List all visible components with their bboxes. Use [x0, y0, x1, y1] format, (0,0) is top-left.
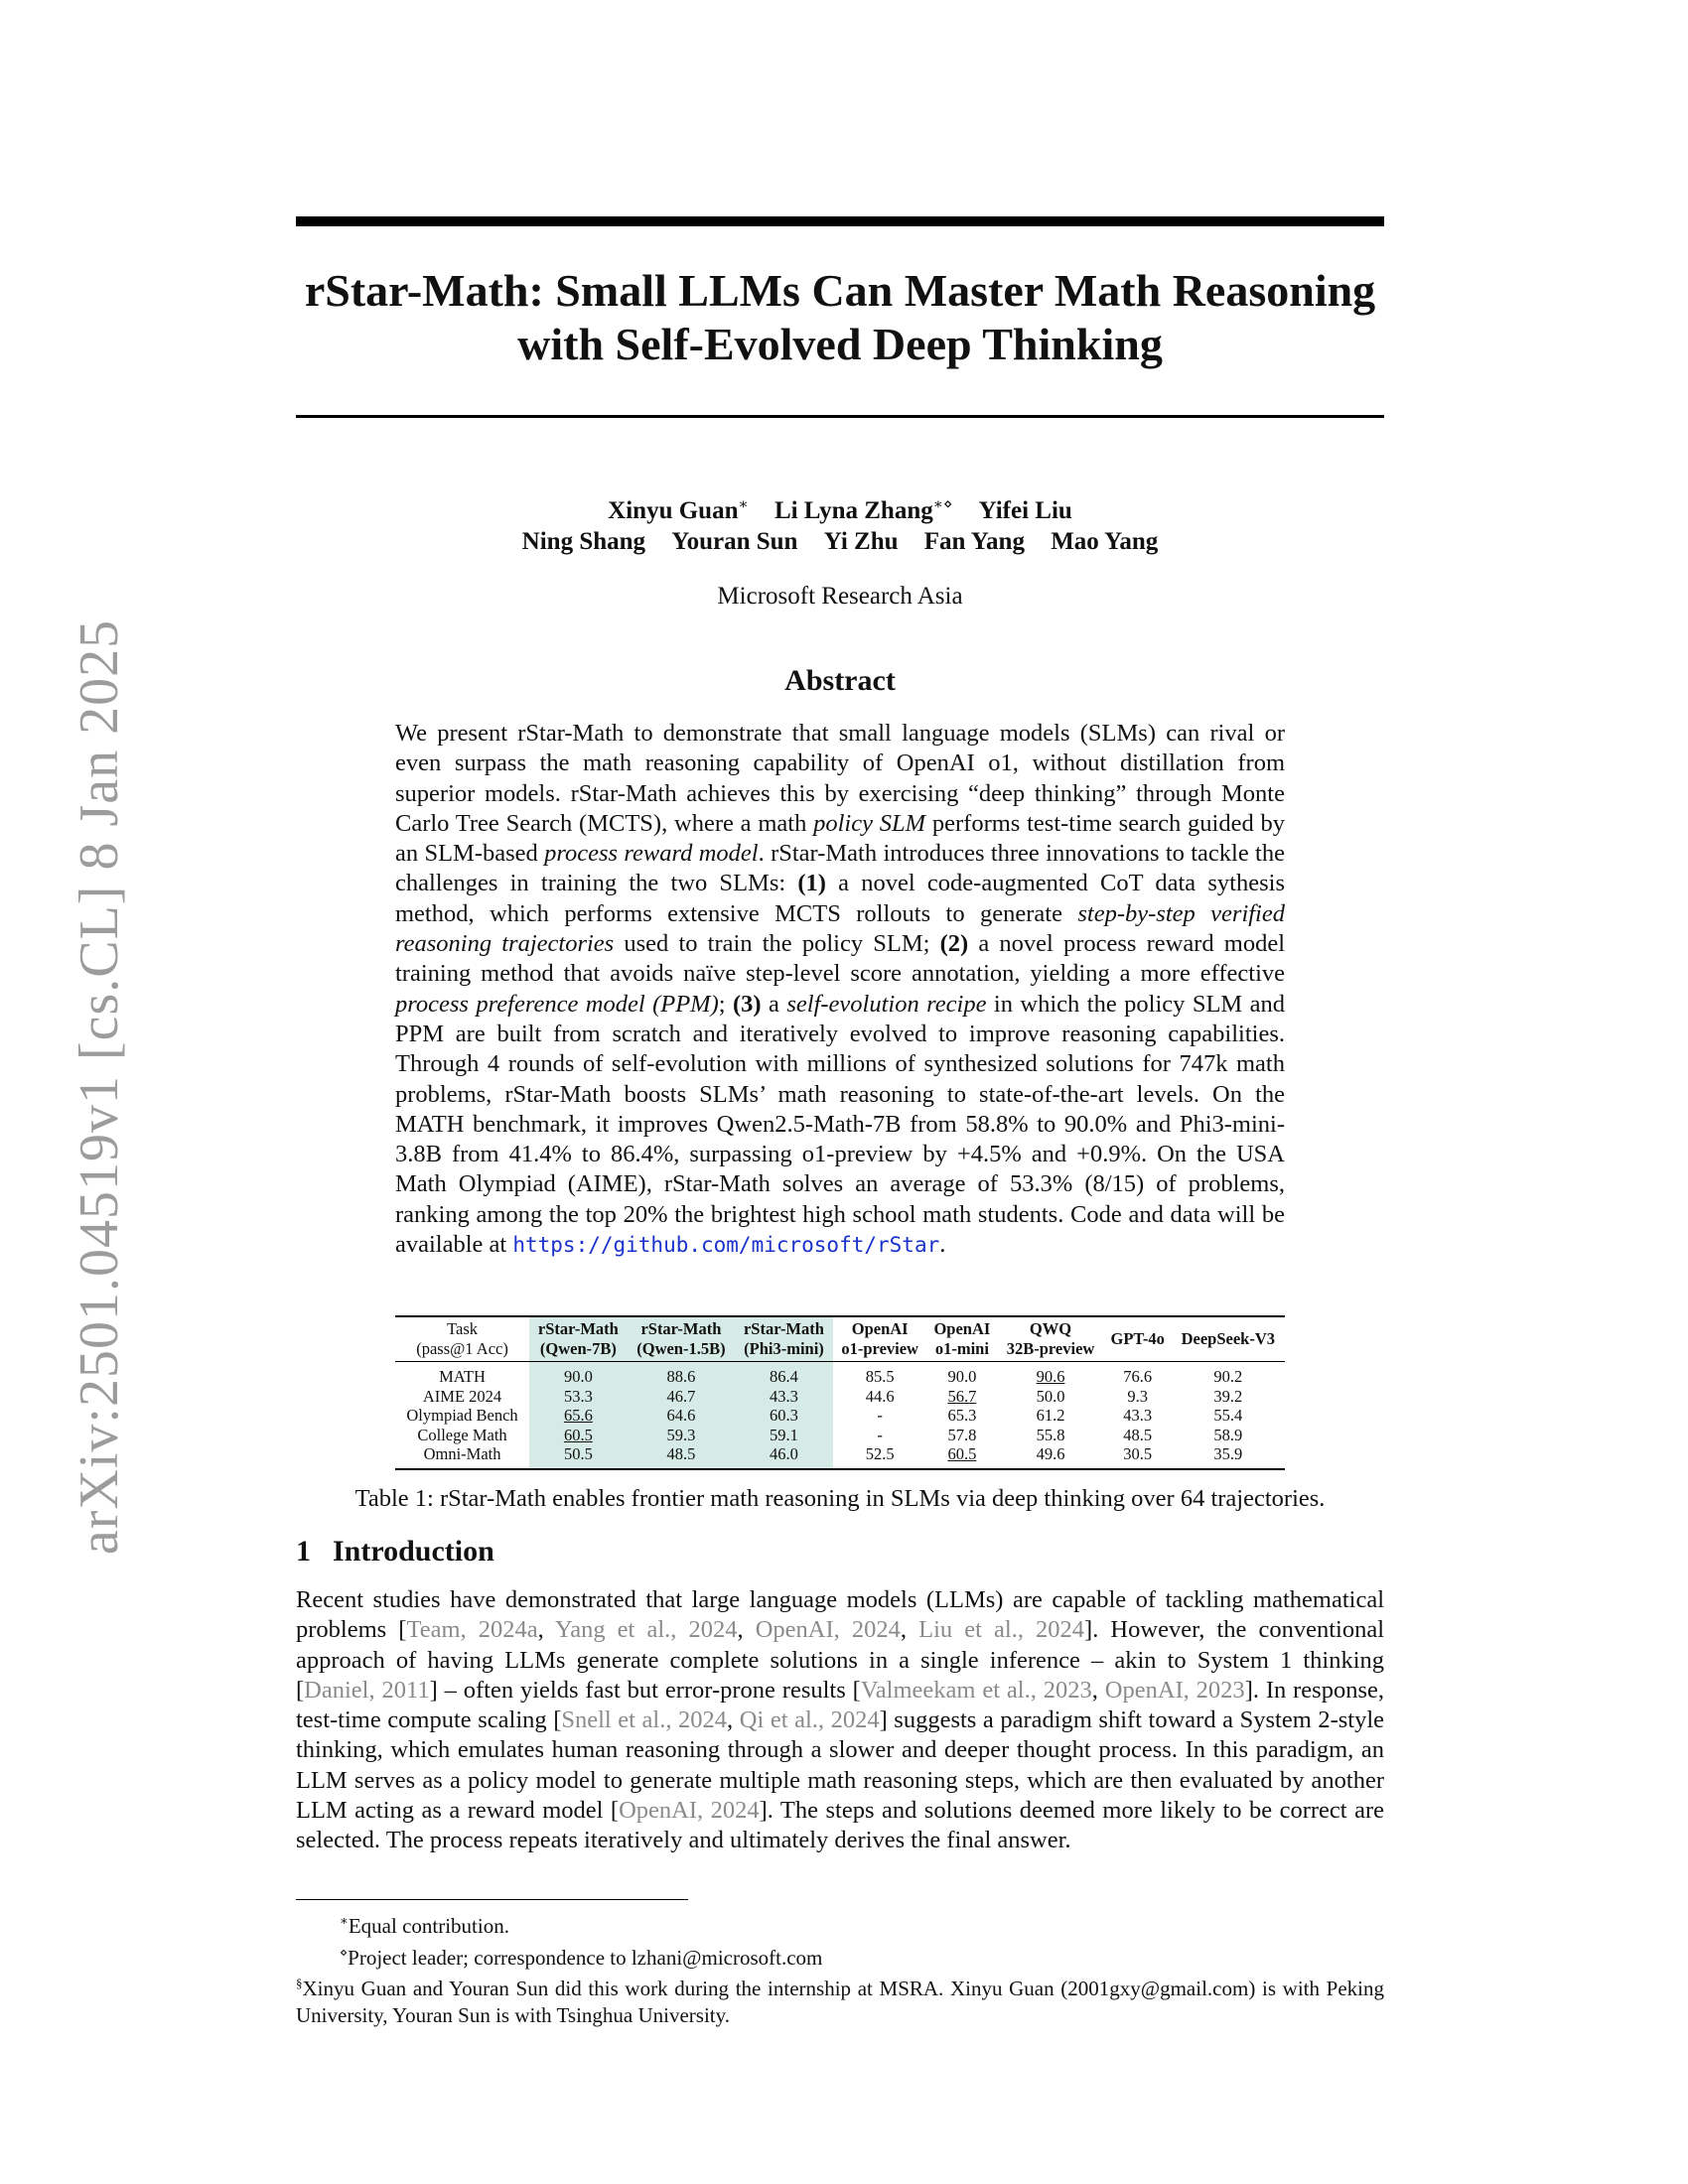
row-task-label: MATH	[439, 1367, 486, 1386]
citation-link[interactable]: Qi et al., 2024	[739, 1706, 880, 1734]
author: Yi Zhu	[823, 528, 899, 556]
table-cell: 90.2	[1213, 1367, 1243, 1386]
citation-link[interactable]: Liu et al., 2024	[918, 1616, 1085, 1644]
table-cell: 46.7	[628, 1387, 735, 1407]
section-heading: 1 Introduction	[296, 1535, 494, 1568]
abstract-heading: Abstract	[784, 664, 896, 697]
col-header: OpenAI o1-mini	[933, 1319, 991, 1358]
col-header: DeepSeek-V3	[1181, 1329, 1276, 1348]
table-row	[395, 1362, 1285, 1387]
table-cell: 60.5	[529, 1426, 628, 1445]
title-top-rule	[296, 216, 1384, 226]
table-cell: 58.9	[1213, 1425, 1243, 1444]
title-line-2: with Self-Evolved Deep Thinking	[517, 319, 1163, 369]
table-row	[395, 1406, 1285, 1426]
table-cell: 52.5	[865, 1444, 895, 1463]
col-header: rStar-Math (Qwen-7B)	[529, 1316, 628, 1362]
table-cell: 90.0	[529, 1362, 628, 1387]
paper-title	[296, 264, 1384, 371]
table-cell: 57.8	[947, 1425, 977, 1444]
table-cell: 59.3	[628, 1426, 735, 1445]
table-cell: 55.8	[1036, 1425, 1065, 1444]
footnote-rule	[296, 1899, 688, 1900]
affiliation: Microsoft Research Asia	[717, 583, 963, 610]
abstract-body: We present rStar-Math to demonstrate that small language models (SLMs) can rival or even surpass the math reasoning capability of OpenAI o1, without distillation from superior models. rStar-Math achieves this by exercising “deep thinking” through Monte Carlo Tree Search (MCTS), where a math policy SLM performs test-time search guided by an SLM-based process reward model. rStar-Math introduces three innovations to tackle the challenges in training the two SLMs: (1) a novel code-augmented CoT data sythesis method, which performs extensive MCTS rollouts to generate step-by-step verified reasoning trajectories used to train the policy SLM; (2) a novel process reward model training method that avoids naïve step-level score annotation, yielding a more effective process preference model (PPM); (3) a self-evolution recipe in which the policy SLM and PPM are built from scratch and iteratively evolved to improve reasoning capabilities. Through 4 rounds of self-evolution with millions of synthesized solutions for 747k math problems, rStar-Math boosts SLMs’ math reasoning to state-of-the-art levels. On the MATH benchmark, it improves Qwen2.5-Math-7B from 58.8% to 90.0% and Phi3-mini-3.8B from 41.4% to 86.4%, surpassing o1-preview by +4.5% and +0.9%. On the USA Math Olympiad (AIME), rStar-Math solves an average of 53.3% (8/15) of problems, ranking among the top 20% the brightest high school math students. Code and data will be available at https://github.com/microsoft/rStar.	[395, 720, 1286, 1259]
table-cell: 35.9	[1213, 1444, 1243, 1463]
col-header: GPT-4o	[1110, 1329, 1165, 1348]
table-cell: 76.6	[1123, 1367, 1153, 1386]
arxiv-sidebar-stamp: arXiv:2501.04519v1 [cs.CL] 8 Jan 2025	[69, 618, 130, 1556]
col-header: rStar-Math (Qwen-1.5B)	[628, 1316, 735, 1362]
citation-link[interactable]: Snell et al., 2024	[561, 1706, 728, 1734]
col-header-task: Task (pass@1 Acc)	[416, 1319, 508, 1358]
table-cell: 43.3	[1123, 1406, 1153, 1425]
table-cell: 53.3	[529, 1387, 628, 1407]
table-row	[395, 1426, 1285, 1445]
table-cell: 9.3	[1127, 1386, 1149, 1406]
table-body	[395, 1362, 1285, 1469]
table-cell: 85.5	[865, 1367, 895, 1386]
table-cell: 65.3	[947, 1406, 977, 1425]
citation-link[interactable]: OpenAI, 2024	[755, 1616, 901, 1644]
table-cell: 48.5	[628, 1444, 735, 1469]
results-table	[395, 1315, 1285, 1470]
row-task-label: Olympiad Bench	[406, 1406, 518, 1425]
table-cell: 48.5	[1123, 1425, 1153, 1444]
table-cell: 50.0	[1036, 1386, 1065, 1406]
table-cell: 65.6	[529, 1406, 628, 1426]
table-caption: Table 1: rStar-Math enables frontier math reasoning in SLMs via deep thinking over 64 trajectories.	[354, 1485, 1326, 1512]
footnote: §Xinyu Guan and Youran Sun did this work during the internship at MSRA. Xinyu Guan (2001gxy@gmail.com) is with Peking University, Youran Sun is with Tsinghua University.	[296, 1976, 1384, 2027]
citation-link[interactable]: Valmeekam et al., 2023	[860, 1676, 1092, 1704]
results-table-container	[395, 1315, 1285, 1470]
author: Yifei Liu	[978, 497, 1072, 525]
table-cell: 49.6	[1036, 1444, 1065, 1463]
table-row	[395, 1444, 1285, 1469]
author: Li Lyna Zhang∗⋄	[774, 497, 953, 525]
author: Mao Yang	[1051, 528, 1159, 556]
table-cell: 61.2	[1036, 1406, 1065, 1425]
author-row-2	[296, 526, 1384, 557]
table-cell: 46.0	[735, 1444, 833, 1469]
footnote: ⋄Project leader; correspondence to lzhani@microsoft.com	[340, 1944, 823, 1970]
table-cell: 86.4	[735, 1362, 833, 1387]
table-cell: 55.4	[1213, 1406, 1243, 1425]
intro-paragraph: Recent studies have demonstrated that large language models (LLMs) are capable of tackling mathematical problems [Team, 2024a, Yang et al., 2024, OpenAI, 2024, Liu et al., 2024]. However, the conventional approach of having LLMs generate complete solutions in a single inference – akin to System 1 thinking [Daniel, 2011] – often yields fast but error-prone results [Valmeekam et al., 2023, OpenAI, 2023]. In response, test-time compute scaling [Snell et al., 2024, Qi et al., 2024] suggests a paradigm shift toward a System 2-style thinking, which emulates human reasoning through a slower and deeper thought process. In this paradigm, an LLM serves as a policy model to generate multiple math reasoning steps, which are then evaluated by another LLM acting as a reward model [OpenAI, 2024]. The steps and solutions deemed more likely to be correct are selected. The process repeats iteratively and ultimately derives the final answer.	[296, 1586, 1385, 1854]
table-cell: 30.5	[1123, 1444, 1153, 1463]
table-cell: 50.5	[529, 1444, 628, 1469]
author: Youran Sun	[671, 528, 798, 556]
citation-link[interactable]: Team, 2024a	[406, 1616, 538, 1644]
col-header: rStar-Math (Phi3-mini)	[735, 1316, 833, 1362]
table-cell: 90.6	[1036, 1367, 1065, 1386]
table-cell: 59.1	[735, 1426, 833, 1445]
author-list	[296, 490, 1384, 557]
row-task-label: Omni-Math	[423, 1444, 501, 1463]
table-cell: 90.0	[947, 1367, 977, 1386]
col-header: OpenAI o1-preview	[841, 1319, 918, 1358]
citation-link[interactable]: Daniel, 2011	[304, 1676, 430, 1704]
table-cell: 88.6	[628, 1362, 735, 1387]
citation-link[interactable]: OpenAI, 2023	[1104, 1676, 1245, 1704]
table-header-row	[395, 1316, 1285, 1362]
col-header: QWQ 32B-preview	[1006, 1319, 1095, 1358]
author-row-1	[296, 490, 1384, 526]
author: Ning Shang	[521, 528, 646, 556]
row-task-label: College Math	[417, 1425, 507, 1444]
table-cell: 43.3	[735, 1387, 833, 1407]
footnotes	[296, 1908, 1384, 2028]
author: Xinyu Guan∗	[608, 497, 749, 525]
table-cell: 64.6	[628, 1406, 735, 1426]
author: Fan Yang	[923, 528, 1025, 556]
table-cell: 39.2	[1213, 1386, 1243, 1406]
table-cell: 60.5	[947, 1444, 977, 1463]
table-cell: 44.6	[865, 1386, 895, 1406]
code-link[interactable]: https://github.com/microsoft/rStar	[512, 1233, 940, 1258]
footnote: ∗Equal contribution.	[340, 1913, 509, 1938]
title-line-1: rStar-Math: Small LLMs Can Master Math Reasoning	[304, 265, 1376, 316]
table-cell: -	[877, 1425, 883, 1444]
table-cell: 56.7	[947, 1386, 977, 1406]
row-task-label: AIME 2024	[422, 1386, 502, 1406]
table-cell: 60.3	[735, 1406, 833, 1426]
table-row	[395, 1387, 1285, 1407]
citation-link[interactable]: Yang et al., 2024	[554, 1616, 738, 1644]
citation-link[interactable]: OpenAI, 2024	[619, 1797, 760, 1825]
title-bottom-rule	[296, 415, 1384, 418]
table-cell: -	[877, 1406, 883, 1425]
